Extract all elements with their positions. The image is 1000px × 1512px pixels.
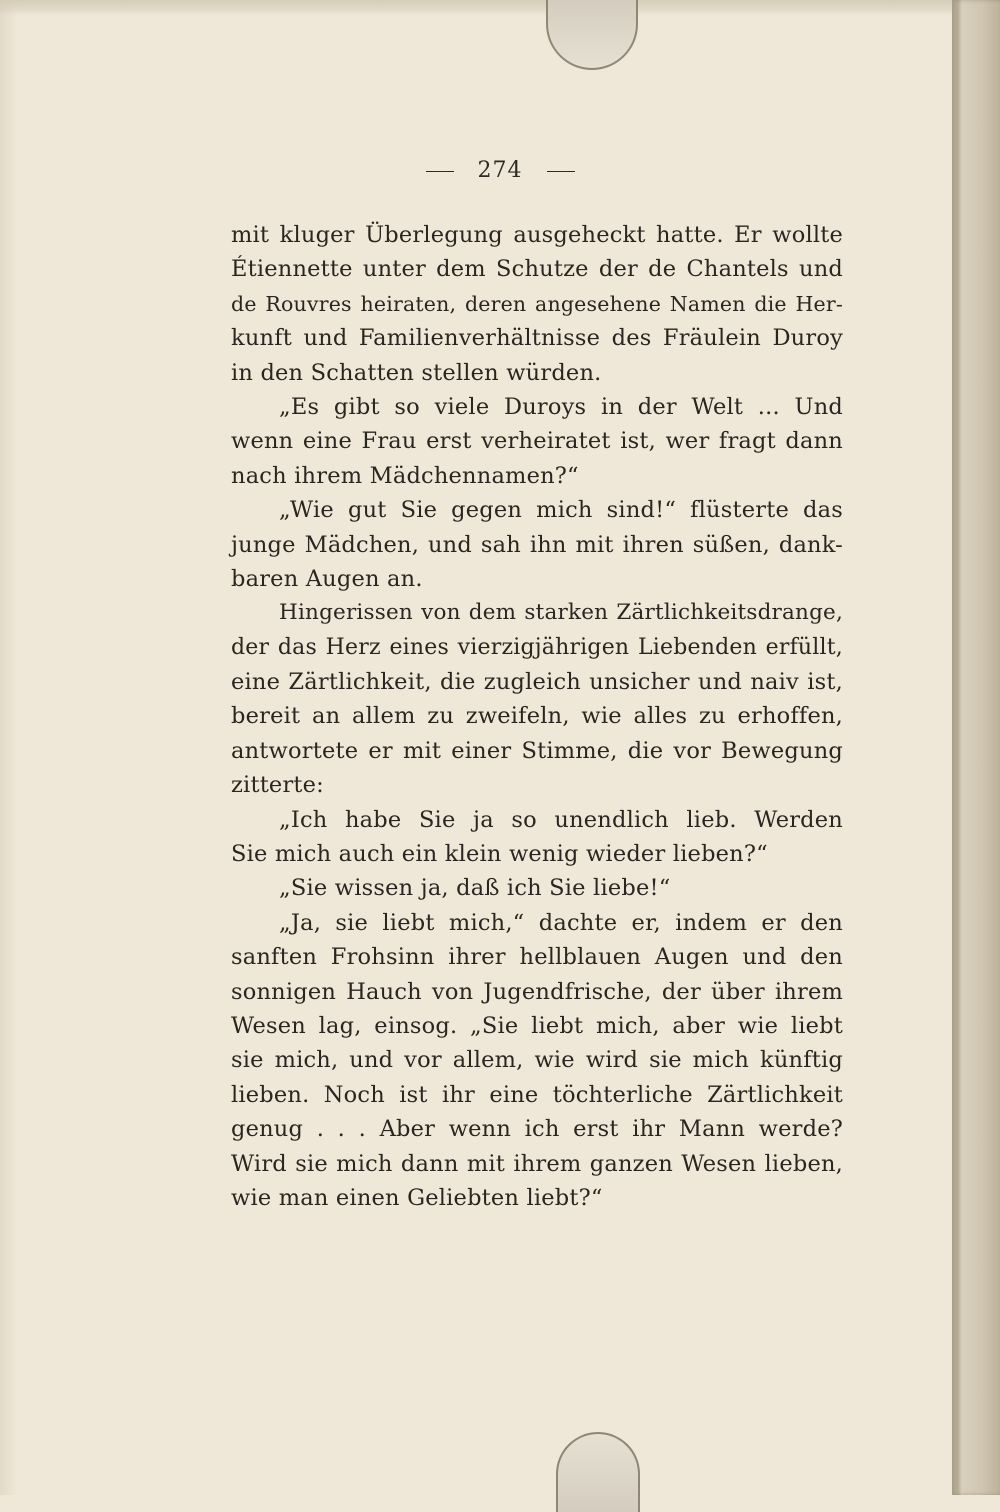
text-line: wenn eine Frau erst verheiratet ist, wer fragt dann [231, 428, 843, 455]
text-line: genug . . . Aber wenn ich erst ihr Mann werde? [231, 1116, 843, 1143]
page-number: 274 [477, 158, 523, 183]
text-line: der das Herz eines vierzigjährigen Liebenden erfüllt, [231, 634, 843, 660]
text-line: de Rouvres heiraten, deren angesehene Namen die Her- [231, 291, 843, 316]
text-line: Wird sie mich dann mit ihrem ganzen Wesen lieben, [231, 1150, 843, 1177]
text-line: zitterte: [231, 772, 324, 799]
text-line: junge Mädchen, und sah ihn mit ihren süßen, dank- [231, 531, 843, 558]
text-line: sonnigen Hauch von Jugendfrische, der über ihrem [231, 978, 843, 1005]
text-line: Sie mich auch ein klein wenig wieder lieben?“ [231, 841, 768, 868]
text-line: „Es gibt so viele Duroys in der Welt ... Und [279, 393, 843, 420]
text-line: in den Schatten stellen würden. [231, 359, 602, 386]
bottom-clip [556, 1432, 640, 1512]
book-page-edges [952, 0, 1000, 1495]
text-line: sanften Frohsinn ihrer hellblauen Augen und den [231, 944, 843, 971]
text-line: lieben. Noch ist ihr eine töchterliche Zärtlichkeit [231, 1081, 843, 1108]
text-line: Wesen lag, einsog. „Sie liebt mich, aber wie liebt [231, 1012, 843, 1039]
header-dash-left [426, 171, 454, 172]
text-line: „Wie gut Sie gegen mich sind!“ flüsterte das [279, 497, 843, 524]
text-line: kunft und Familienverhältnisse des Fräulein Duroy [231, 325, 843, 352]
text-line: Étiennette unter dem Schutze der de Chantels und [231, 256, 843, 283]
text-line: baren Augen an. [231, 565, 423, 592]
text-line: wie man einen Geliebten liebt?“ [231, 1184, 603, 1211]
text-line: „Sie wissen ja, daß ich Sie liebe!“ [279, 875, 671, 902]
page-top-edge [0, 0, 1000, 16]
header-dash-right [547, 171, 575, 172]
text-line: „Ich habe Sie ja so unendlich lieb. Werden [279, 806, 843, 833]
text-line: sie mich, und vor allem, wie wird sie mich künftig [231, 1047, 843, 1074]
text-line: Hingerissen von dem starken Zärtlichkeitsdrange, [279, 600, 843, 626]
text-line: bereit an allem zu zweifeln, wie alles zu erhoffen, [231, 703, 843, 730]
text-line: eine Zärtlichkeit, die zugleich unsicher und naiv ist, [231, 669, 843, 696]
text-line: mit kluger Überlegung ausgeheckt hatte. Er wollte [231, 222, 843, 248]
text-line: „Ja, sie liebt mich,“ dachte er, indem er den [279, 909, 843, 936]
text-line: nach ihrem Mädchennamen?“ [231, 462, 579, 489]
text-line: antwortete er mit einer Stimme, die vor Bewegung [231, 737, 843, 764]
page-header [0, 158, 1000, 183]
body-text [231, 218, 843, 1215]
